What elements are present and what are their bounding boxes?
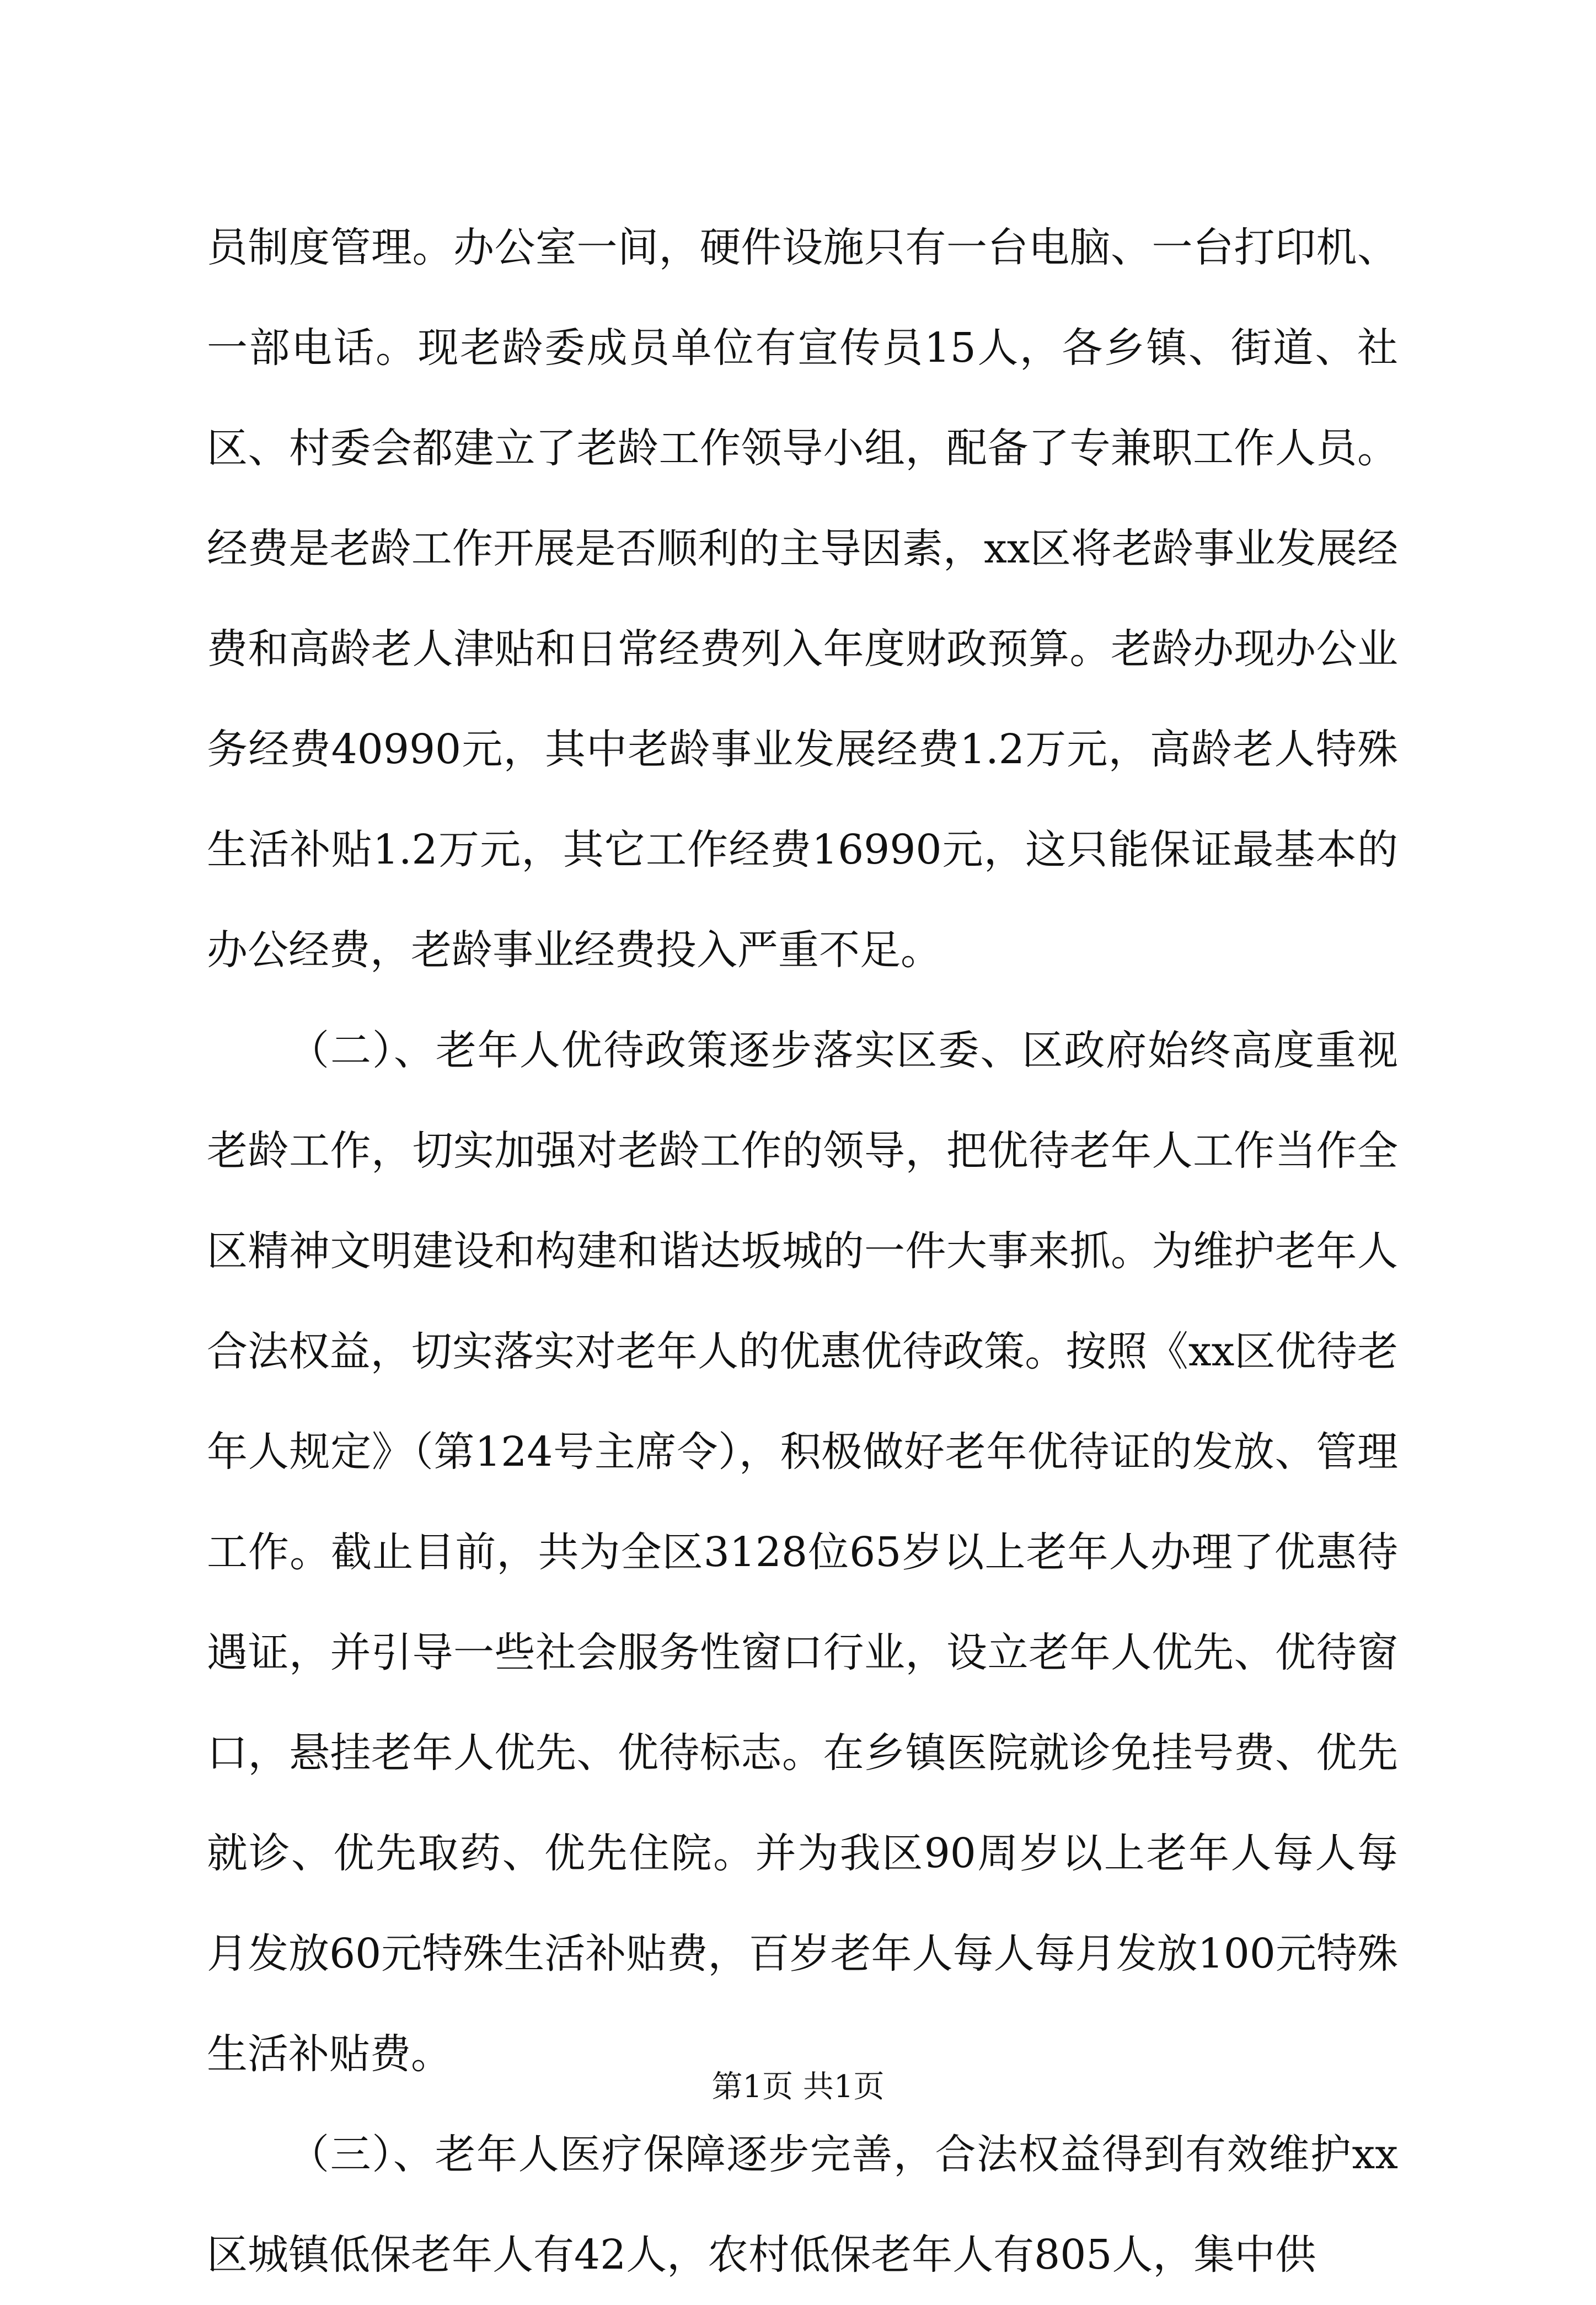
paragraph-3: （三）、老年人医疗保障逐步完善，合法权益得到有效维护xx区城镇低保老年人有42人，农村低保老年人有805人，集中供 <box>207 2131 1398 2279</box>
page-footer: 第1页 共1页 <box>711 2069 885 2105</box>
document-body <box>207 197 1398 2305</box>
paragraph-1: 员制度管理。办公室一间，硬件设施只有一台电脑、一台打印机、一部电话。现老龄委成员单位有宣传员15人，各乡镇、街道、社区、村委会都建立了老龄工作领导小组，配备了专兼职工作人员。经费是老龄工作开展是否顺利的主导因素，xx区将老龄事业发展经费和高龄老人津贴和日常经费列入年度财政预算。老龄办现办公业务经费40990元，其中老龄事业发展经费1.2万元，高龄老人特殊生活补贴1.2万元，其它工作经费16990元，这只能保证最基本的办公经费，老龄事业经费投入严重不足。 <box>207 224 1398 974</box>
paragraph-2: （二）、老年人优待政策逐步落实区委、区政府始终高度重视老龄工作，切实加强对老龄工作的领导，把优待老年人工作当作全区精神文明建设和构建和谐达坂城的一件大事来抓。为维护老年人合法权益，切实落实对老年人的优惠优待政策。按照《xx区优待老年人规定》（第124号主席令），积极做好老年优待证的发放、管理工作。截止目前，共为全区3128位65岁以上老年人办理了优惠待遇证，并引导一些社会服务性窗口行业，设立老年人优先、优待窗口，悬挂老年人优先、优待标志。在乡镇医院就诊免挂号费、优先就诊、优先取药、优先住院。并为我区90周岁以上老年人每人每月发放60元特殊生活补贴费，百岁老年人每人每月发放100元特殊生活补贴费。 <box>207 1027 1398 2078</box>
